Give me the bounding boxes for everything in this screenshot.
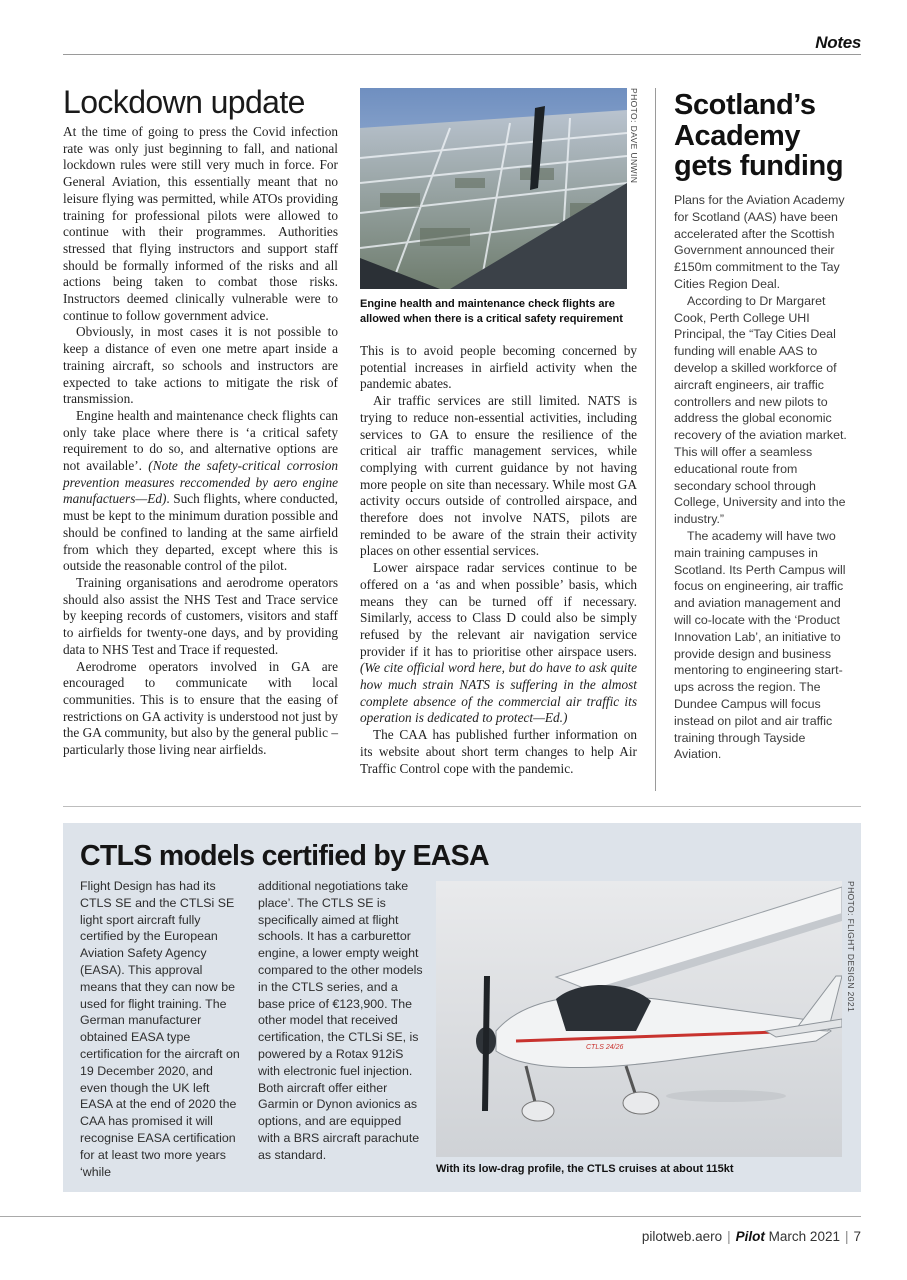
column-divider [655, 88, 656, 791]
ctls-headline: CTLS models certified by EASA [80, 840, 489, 872]
body-text: Engine health and maintenance check flights can only take place where there is ‘a critical safety requirement to do so, and alternative options are not available’. [63, 407, 338, 474]
body-paragraph: Training organisations and aerodrome operators should also assist the NHS Test and Trace service by keeping records of customers, visitors and staff to airfields for twenty-one days, and by providing data to NHS Test and Trace if requested. [63, 574, 338, 657]
editor-note: (We cite official word here, but do have to ask quite how much strain NATS is suffering in the almost complete absence of the commercial air traffic its operation is dedicated to protect—Ed.) [360, 660, 637, 726]
cockpit-view-illustration [360, 88, 627, 289]
ctls-column-1 [80, 878, 242, 1180]
body-paragraph: The CAA has published further information on its website about short term changes to help Air Traffic Control cope with the pandemic. [360, 727, 637, 776]
footer-separator: | [727, 1229, 731, 1244]
body-text: . Such flights, where conducted, must be kept to the minimum duration possible and should be confined to landing at the same airfield from which they departed, except where this is outside the reasonable control of the pilot. [63, 491, 338, 574]
ctls-column-2 [258, 878, 424, 1164]
aircraft-registration: CTLS 24/26 [586, 1044, 624, 1051]
body-paragraph: Plans for the Aviation Academy for Scotland (AAS) have been accelerated after the Scottish Government announced their £150m commitment to the Tay Cities Region Deal. [674, 193, 845, 291]
section-label: Notes [815, 33, 861, 52]
body-paragraph [63, 408, 338, 575]
lockdown-column-1 [63, 124, 338, 759]
body-paragraph: Obviously, in most cases it is not possible to keep a distance of even one metre apart inside a training aircraft, so schools and instructors are expected to take actions to mitigate the risk of transmission. [63, 324, 338, 407]
body-paragraph: Flight Design has had its CTLS SE and the CTLSi SE light sport aircraft fully certified by the European Aviation Safety Agency (EASA). This approval means that they can now be used for flight training. The German manufacturer obtained EASA type certification for the aircraft on 19 December 2020, and even though the UK left EASA at the end of 2020 the CAA has promised it will recognise EASA certification for at least two more years ‘while [80, 879, 240, 1179]
body-paragraph: additional negotiations take place’. The CTLS SE is specifically aimed at flight schools. It has a carburettor engine, a lower empty weight compared to the other models in the CTLS series, and a base price of €123,900. The other model that received certification, the CTLSi SE, is powered by a Rotax 912iS with electronic fuel injection. Both aircraft offer either Garmin or Dynon avionics as options, and are equipped with a BRS aircraft parachute as standard. [258, 879, 423, 1162]
footer-rule [0, 1216, 861, 1217]
body-paragraph: According to Dr Margaret Cook, Perth College UHI Principal, the “Tay Cities Deal funding will enable AAS to develop a skilled workforce of aircraft engineers, air traffic controllers and new pilots to address the global economic recovery of the aviation market. This will offer a seamless educational route from secondary school through College, University and into the industry.” [674, 293, 847, 527]
photo-credit: PHOTO: FLIGHT DESIGN 2021 [846, 881, 856, 1013]
footer-magazine: Pilot [735, 1229, 765, 1244]
lockdown-headline: Lockdown update [63, 84, 305, 120]
photo-caption: With its low-drag profile, the CTLS cruises at about 115kt [436, 1163, 734, 1175]
photo-credit: PHOTO: DAVE UNWIN [629, 88, 639, 184]
photo-caption: Engine health and maintenance check flights are allowed when there is a critical safety requirement [360, 298, 623, 325]
body-paragraph: At the time of going to press the Covid infection rate was only just beginning to fall, and national lockdown rules were still very much in force. For General Aviation, this essentially meant that no leisure flying was permitted, while ATOs providing training for professional pilots were allowed to continue with their programmes. Authorities stressed that flying instructors and support staff should be formally informed of the risks and all actions being taken to combat those risks. Instructors deemed clinically vulnerable were to continue to follow government advice. [63, 124, 338, 323]
scotland-headline: Scotland’s Academy gets funding [674, 89, 844, 182]
section-rule [63, 806, 861, 807]
body-text: Lower airspace radar services continue to be offered on a ‘as and when possible’ basis, which means they can be turned off if necessary. Similarly, access to Class D could also be simply refused by the relevant air navigation service provider if it has to prioritise other airspace users. [360, 560, 637, 659]
editor-note: (Note the safety-critical corrosion prevention measures reccomended by aero engine manufactuers—Ed) [63, 458, 338, 507]
header-rule [63, 54, 861, 55]
ctls-aircraft-illustration [436, 881, 842, 1157]
ctls-aircraft-photo [436, 881, 842, 1157]
footer-issue: March 2021 [768, 1229, 840, 1244]
scotland-column [674, 192, 854, 763]
body-paragraph: Air traffic services are still limited. NATS is trying to reduce non-essential activities, including services to GA to ensure the resilience of the critical air traffic management services, while complying with current guidance by not having more people on site than necessary. While most GA activity occurs outside of controlled airspace, and therefore does not involve NATS, pilots are reminded to be aware of the strain their activity places on other essential services. [360, 393, 637, 559]
lockdown-column-2 [360, 343, 637, 777]
footer-site: pilotweb.aero [641, 1229, 723, 1244]
body-paragraph: Aerodrome operators involved in GA are encouraged to communicate with local communities. This is to ensure that the easing of restrictions on GA activity is understood not just by the GA community, but also by the general public – particularly those living near airfields. [63, 658, 338, 758]
body-paragraph [360, 560, 637, 727]
cockpit-view-photo [360, 88, 627, 289]
footer-separator: | [844, 1229, 849, 1244]
body-paragraph: The academy will have two main training campuses in Scotland. Its Perth Campus will focus on engineering, air traffic and aviation management and will co-locate with the ‘Product Innovation Lab’, an initiative to provide design and business mentoring to engineering start-ups across the region. The Dundee Campus will focus instead on pilot and air traffic training through Tayside Aviation. [674, 528, 846, 762]
footer-page-number: 7 [853, 1229, 861, 1244]
body-paragraph: This is to avoid people becoming concerned by potential increases in airfield activity when the pandemic abates. [360, 343, 637, 392]
page-footer [642, 1229, 861, 1244]
